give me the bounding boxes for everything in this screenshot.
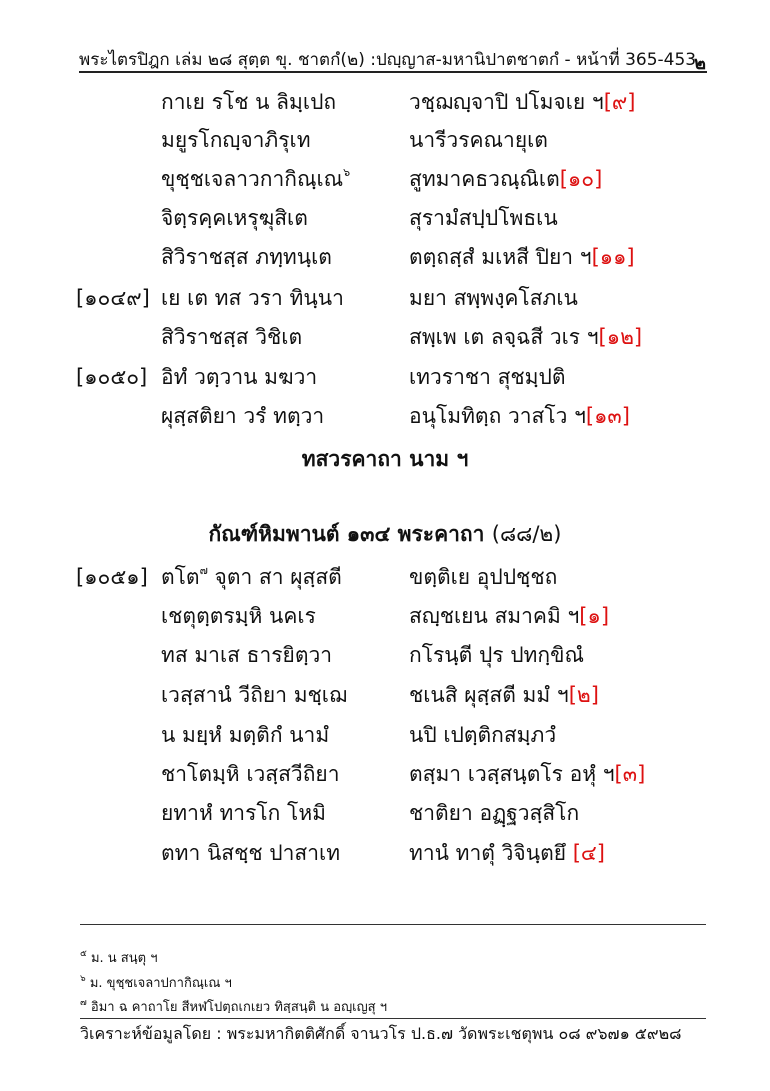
verse-part-b: สุรามํสปฺปโพธเน (409, 206, 558, 230)
section-end-title: ทสวรคาถา นาม ฯ (301, 447, 469, 471)
verse-part-b: ชเนสิ ผุสฺสตี มมํ ฯ[๒] (409, 683, 599, 707)
verse-part-b: ตตฺถสฺสํ มเหสี ปิยา ฯ[๑๑] (409, 245, 635, 269)
verse-part-b: นปิ เปตฺติกสมฺภวํ (409, 723, 557, 747)
verse-line (0, 86, 770, 124)
verse-part-a: เชตุตฺตรมฺหิ นคเร (161, 604, 316, 628)
verse-ref: [๑๓] (585, 404, 630, 428)
verse-line (0, 561, 770, 599)
verse-number: [๑๐๕๑] (76, 565, 148, 589)
verse-line (0, 321, 770, 359)
page-number: ๒ (694, 53, 706, 74)
verse-line (0, 124, 770, 162)
verse-part-a: ตโต$^๗$ จุตา สา ผุสฺสตี (161, 564, 342, 589)
verse-line (0, 202, 770, 240)
verse-part-a: กาเย รโช น ลิมฺเปถ (161, 90, 337, 114)
verse-line (0, 600, 770, 638)
verse-line (0, 758, 770, 796)
verse-ref: [๑๒] (598, 325, 643, 349)
verse-line (0, 837, 770, 875)
footnote-mark: ๕ (80, 949, 87, 959)
verse-part-a: ผุสฺสติยา วรํ ทตฺวา (161, 404, 325, 428)
verse-part-a: มยูรโกญฺจาภิรุเท (161, 128, 311, 152)
verse-part-b: สูทมาคธวณฺณิเต[๑๐] (409, 167, 603, 191)
section-heading-title: กัณฑ์หิมพานต์ ๑๓๔ พระคาถา (208, 522, 485, 546)
verse-part-a: จิตฺรคฺคเหรุฆุสิเต (161, 206, 308, 230)
verse-part-b: เทวราชา สุชมฺปติ (409, 365, 566, 389)
verse-ref: [๑๑] (591, 245, 635, 269)
verse-part-a: เย เต ทส วรา ทินฺนา (161, 286, 344, 310)
footnote-mark: ๗ (80, 998, 87, 1008)
section-heading-note: (๘๘/๒) (491, 522, 562, 546)
verse-part-b: อนุโมทิตฺถ วาสโว ฯ[๑๓] (409, 404, 630, 428)
verse-ref: [๓] (614, 762, 646, 786)
verse-part-b: สญฺชเยน สมาคมิ ฯ[๑] (409, 604, 610, 628)
verse-part-b: ทานํ ทาตุํ วิจินฺตยึ [๔] (409, 841, 605, 865)
section-heading (0, 518, 770, 551)
verse-part-b: ชาติยา อฏฺฐวสฺสิโก (409, 801, 580, 825)
verse-line (0, 797, 770, 835)
verse-ref: [๙] (603, 90, 636, 114)
footer-divider (80, 1018, 706, 1019)
footnote: $^๗$ อิมา ฉ คาถาโย สีหฬโปตฺถเกเยว ทิสฺสนฺติ น อญฺเญสุ ฯ (80, 998, 388, 1015)
verse-line (0, 361, 770, 399)
verse-part-b: กโรนฺตี ปุร ปทกฺขิณํ (409, 643, 584, 667)
verse-number: [๑๐๕๐] (76, 365, 148, 389)
verse-ref: [๔] (572, 841, 605, 865)
verse-part-a: อิทํ วตฺวาน มฆวา (161, 365, 318, 389)
verse-line (0, 639, 770, 677)
verse-ref: [๑๐] (559, 167, 603, 191)
footnote-marker: ๗ (199, 564, 208, 577)
verse-part-b: วชฺฌญฺจาปิ ปโมจเย ฯ[๙] (409, 90, 636, 114)
footnote-mark: ๖ (80, 974, 86, 984)
page-footer: วิเคราะห์ข้อมูลโดย : พระมหากิตติศักดิ์ จานวโร ป.ธ.๗ วัดพระเชตุพน ๐๘ ๙๖๗๑ ๕๙๒๘ (80, 1024, 682, 1043)
verse-part-a: ตทา นิสชฺช ปาสาเท (161, 841, 341, 865)
verse-part-a: เวสฺสานํ วีถิยา มชฺเฌ (161, 683, 347, 707)
verse-part-a: สิวิราชสฺส วิชิเต (161, 325, 303, 349)
verse-line (0, 163, 770, 201)
verse-number: [๑๐๔๙] (76, 286, 150, 310)
verse-line (0, 679, 770, 717)
verse-part-a: ขุชฺชเจลาวกากิณฺเณ$^๖$ (161, 166, 351, 191)
footnote-marker: ๖ (343, 166, 351, 179)
verse-part-a: ทส มาเส ธารยิตฺวา (161, 643, 333, 667)
verse-part-a: ยทาหํ ทารโก โหมิ (161, 801, 327, 825)
footnote: $^๕$ ม. น สนฺตุ ฯ (80, 949, 158, 966)
verse-part-a: ชาโตมฺหิ เวสฺสวีถิยา (161, 762, 340, 786)
verse-ref: [๒] (568, 683, 599, 707)
page-header (79, 42, 704, 72)
verse-line (0, 719, 770, 757)
verse-part-a: น มยฺหํ มตฺติกํ นามํ (161, 723, 330, 747)
header-divider (79, 71, 707, 73)
verse-line (0, 282, 770, 320)
verse-part-b: สพฺเพ เต ลจฺฉสี วเร ฯ[๑๒] (409, 325, 643, 349)
verse-ref: [๑] (579, 604, 610, 628)
verse-part-b: ขตฺติเย อุปปชฺชถ (409, 565, 558, 589)
footnote-divider (80, 924, 706, 925)
verse-part-b: ตสฺมา เวสฺสนฺตโร อหุํ ฯ[๓] (409, 762, 646, 786)
header-title: พระไตรปิฎก เล่ม ๒๘ สุตฺต ขุ. ชาตกํ(๒) :ปญฺญาส-มหานิปาตชาตกํ - หน้าที่ 365-453 (79, 50, 697, 70)
verse-part-b: มยา สพฺพงฺคโสภเน (409, 286, 578, 310)
verse-line (0, 241, 770, 279)
verse-part-a: สิวิราชสฺส ภทฺทนฺเต (161, 245, 332, 269)
verse-line (0, 400, 770, 438)
footnote: $^๖$ ม. ขุชฺชเจลาปกากิณฺเณ ฯ (80, 974, 232, 991)
verse-part-b: นารีวรคณายุเต (409, 128, 548, 152)
